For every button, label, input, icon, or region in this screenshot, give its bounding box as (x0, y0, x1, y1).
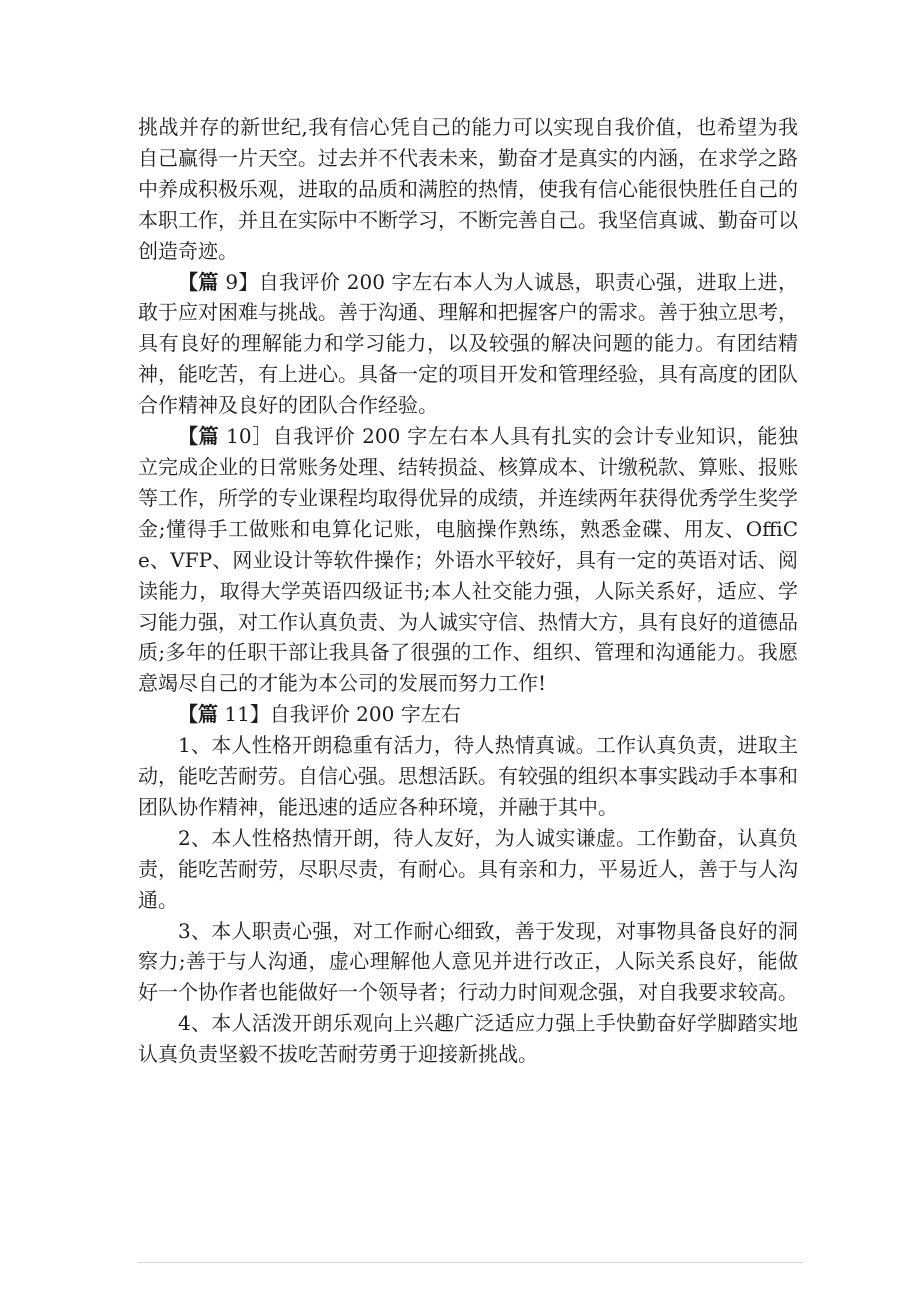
paragraph-section-9 (138, 267, 798, 422)
list-item-1 (138, 730, 798, 823)
section-heading-marker: 【篇 (178, 702, 218, 727)
paragraph-text: 3、本人职责心强，对工作耐心细致，善于发现，对事物具备良好的洞察力;善于与人沟通，虚心理解他人意见并进行改正，人际关系良好，能做好一个协作者也能做好一个领导者；行动力时间观念强，对自我要求较高。 (138, 918, 798, 1005)
paragraph-text: 4、本人活泼开朗乐观向上兴趣广泛适应力强上手快勤奋好学脚踏实地认真负责坚毅不拔吃苦耐劳勇于迎接新挑战。 (138, 1011, 798, 1067)
section-heading-marker: 【篇 (178, 269, 219, 294)
paragraph-text: 1、本人性格开朗稳重有活力，待人热情真诚。工作认真负责，进取主动，能吃苦耐劳。自信心强。思想活跃。有较强的组织本事实践动手本事和团队协作精神，能迅速的适应各种环境，并融于其中。 (138, 733, 798, 819)
document-body (138, 112, 798, 1070)
section-heading-marker: 【篇 (178, 424, 220, 449)
page-bottom-divider (138, 1262, 803, 1263)
paragraph-text: 10］自我评价 200 字左右本人具有扎实的会计专业知识，能独立完成企业的日常账务处理、结转损益、核算成本、计缴税款、算账、报账等工作，所学的专业课程均取得优异的成绩，并连续两年获得优秀学生奖学金;懂得手工做账和电算化记账，电脑操作熟练，熟悉金碟、用友、OffiCe、VFP、网业设计等软件操作；外语水平较好，具有一定的英语对话、阅读能力，取得大学英语四级证书;本人社交能力强，人际关系好，适应、学习能力强，对工作认真负责、为人诚实守信、热情大方，具有良好的道德品质;多年的任职干部让我具备了很强的工作、组织、管理和沟通能力。我愿意竭尽自己的才能为本公司的发展而努力工作! (138, 424, 799, 696)
paragraph-intro-continued (138, 112, 798, 267)
paragraph-text: 11】自我评价 200 字左右 (218, 702, 461, 727)
list-item-3 (138, 916, 798, 1009)
paragraph-section-10 (138, 421, 798, 699)
paragraph-text: 2、本人性格热情开朗，待人友好，为人诚实谦虚。工作勤奋，认真负责，能吃苦耐劳，尽职尽责，有耐心。具有亲和力，平易近人，善于与人沟通。 (138, 825, 798, 912)
list-item-2 (138, 823, 798, 916)
list-item-4 (138, 1008, 798, 1070)
paragraph-section-11-title (138, 699, 798, 730)
paragraph-text: 挑战并存的新世纪,我有信心凭自己的能力可以实现自我价值，也希望为我自己赢得一片天空。过去并不代表未来，勤奋才是真实的内涵，在求学之路中养成积极乐观，进取的品质和满腔的热情，使我有信心能很快胜任自己的本职工作，并且在实际中不断学习，不断完善自己。我坚信真诚、勤奋可以创造奇迹。 (138, 115, 798, 263)
paragraph-text: 9】自我评价 200 字左右本人为人诚恳，职责心强，进取上进，敢于应对困难与挑战。善于沟通、理解和把握客户的需求。善于独立思考，具有良好的理解能力和学习能力，以及较强的解决问题的能力。有团结精神，能吃苦，有上进心。具备一定的项目开发和管理经验，具有高度的团队合作精神及良好的团队合作经验。 (138, 269, 798, 418)
